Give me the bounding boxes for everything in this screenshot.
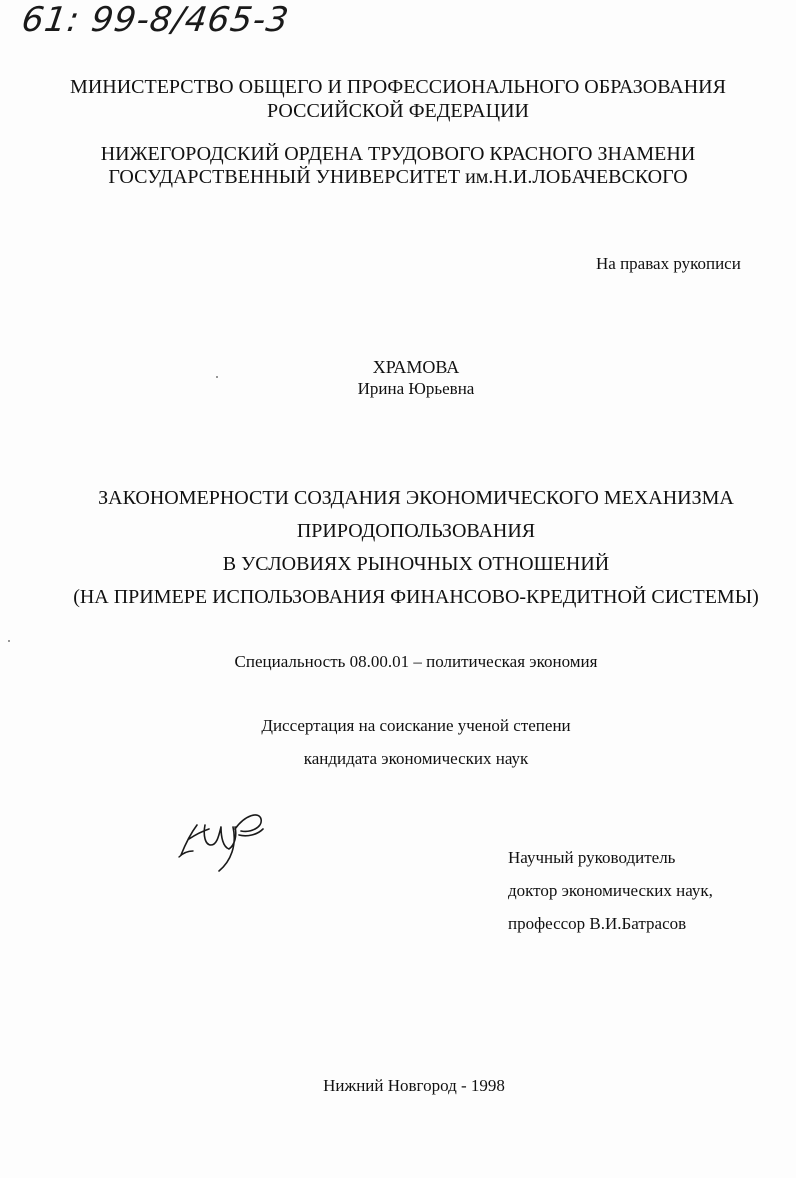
advisor-line-2: доктор экономических наук, xyxy=(508,881,713,900)
advisor-line-1: Научный руководитель xyxy=(508,848,676,867)
scan-speck xyxy=(8,640,10,642)
advisor-line-3: профессор В.И.Батрасов xyxy=(508,914,687,933)
scan-speck xyxy=(216,376,218,378)
archive-number: 61: 99-8/465-3 xyxy=(19,0,292,40)
title-line-2: ПРИРОДОПОЛЬЗОВАНИЯ xyxy=(296,520,536,542)
author-given-names: Ирина Юрьевна xyxy=(357,379,475,398)
title-line-1: ЗАКОНОМЕРНОСТИ СОЗДАНИЯ ЭКОНОМИЧЕСКОГО МЕХАНИЗМА xyxy=(98,487,734,509)
ministry-line-1: МИНИСТЕРСТВО ОБЩЕГО И ПРОФЕССИОНАЛЬНОГО ОБРАЗОВАНИЯ xyxy=(70,76,726,98)
university-line-1: НИЖЕГОРОДСКИЙ ОРДЕНА ТРУДОВОГО КРАСНОГО ЗНАМЕНИ xyxy=(100,143,696,165)
university-line-2: ГОСУДАРСТВЕННЫЙ УНИВЕРСИТЕТ им.Н.И.ЛОБАЧЕВСКОГО xyxy=(108,166,688,188)
title-line-3: В УСЛОВИЯХ РЫНОЧНЫХ ОТНОШЕНИЙ xyxy=(222,553,610,575)
author-surname: ХРАМОВА xyxy=(372,357,460,377)
specialty: Специальность 08.00.01 – политическая экономия xyxy=(234,652,598,671)
signature xyxy=(175,805,270,875)
title-line-4: (НА ПРИМЕРЕ ИСПОЛЬЗОВАНИЯ ФИНАНСОВО-КРЕДИТНОЙ СИСТЕМЫ) xyxy=(73,586,759,608)
ministry-line-2: РОССИЙСКОЙ ФЕДЕРАЦИИ xyxy=(267,100,529,122)
dissertation-line-2: кандидата экономических наук xyxy=(303,749,529,768)
manuscript-rights: На правах рукописи xyxy=(596,254,741,273)
place-year: Нижний Новгород - 1998 xyxy=(323,1076,505,1095)
dissertation-line-1: Диссертация на соискание ученой степени xyxy=(261,716,571,735)
